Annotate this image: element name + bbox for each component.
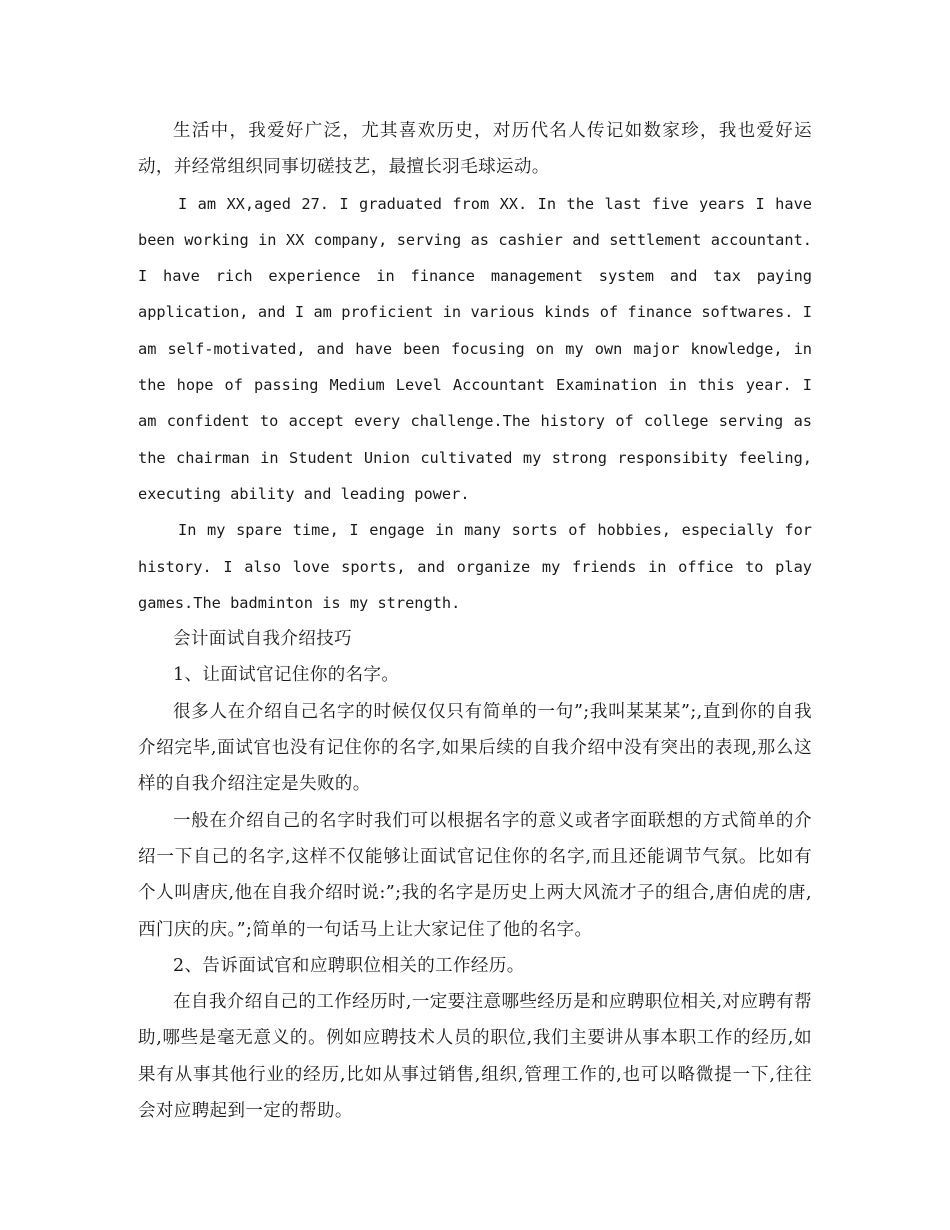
paragraph-intro-en: I am XX,aged 27. I graduated from XX. In the last five years I have been working in XX company, serving as cashier and settlement accountant. I have rich experience in finance management system and tax paying application, and I am proficient in various kinds of finance softwares. I am self-motivated, and have been focusing on my own major knowledge, in the hope of passing Medium Level Accountant Examination in this year. I am confident to accept every challenge.The history of college serving as the chairman in Student Union cultivated my strong responsibity feeling, executing ability and leading power.: [138, 194, 812, 503]
paragraph-hobbies-zh: 生活中，我爱好广泛，尤其喜欢历史，对历代名人传记如数家珍，我也爱好运动，并经常组织同事切磋技艺，最擅长羽毛球运动。: [138, 121, 812, 178]
section-heading-tips: 会计面试自我介绍技巧: [173, 629, 352, 650]
tip-1-paragraph-a: 很多人在介绍自己名字的时候仅仅只有简单的一句”;我叫某某某”;,直到你的自我介绍完毕,面试官也没有记住你的名字,如果后续的自我介绍中没有突出的表现,那么这样的自我介绍注定是失败的。: [138, 701, 812, 795]
tip-2-paragraph: 在自我介绍自己的工作经历时,一定要注意哪些经历是和应聘职位相关,对应聘有帮助,哪些是毫无意义的。例如应聘技术人员的职位,我们主要讲从事本职工作的经历,如果有从事其他行业的经历,比如从事过销售,组织,管理工作的,也可以略微提一下,往往会对应聘起到一定的帮助。: [138, 992, 812, 1122]
tip-1-heading: 1、让面试官记住你的名字。: [173, 665, 400, 686]
document-page: [138, 113, 812, 1129]
paragraph-hobbies-en: In my spare time, I engage in many sorts of hobbies, especially for history. I also love sports, and organize my friends in office to play games.The badminton is my strength.: [138, 521, 812, 612]
tip-2-heading: 2、告诉面试官和应聘职位相关的工作经历。: [173, 955, 525, 976]
tip-1-paragraph-b: 一般在介绍自己的名字时我们可以根据名字的意义或者字面联想的方式简单的介绍一下自己的名字,这样不仅能够让面试官记住你的名字,而且还能调节气氛。比如有个人叫唐庆,他在自我介绍时说:”;我的名字是历史上两大风流才子的组合,唐伯虎的唐,西门庆的庆。”;简单的一句话马上让大家记住了他的名字。: [138, 810, 812, 940]
